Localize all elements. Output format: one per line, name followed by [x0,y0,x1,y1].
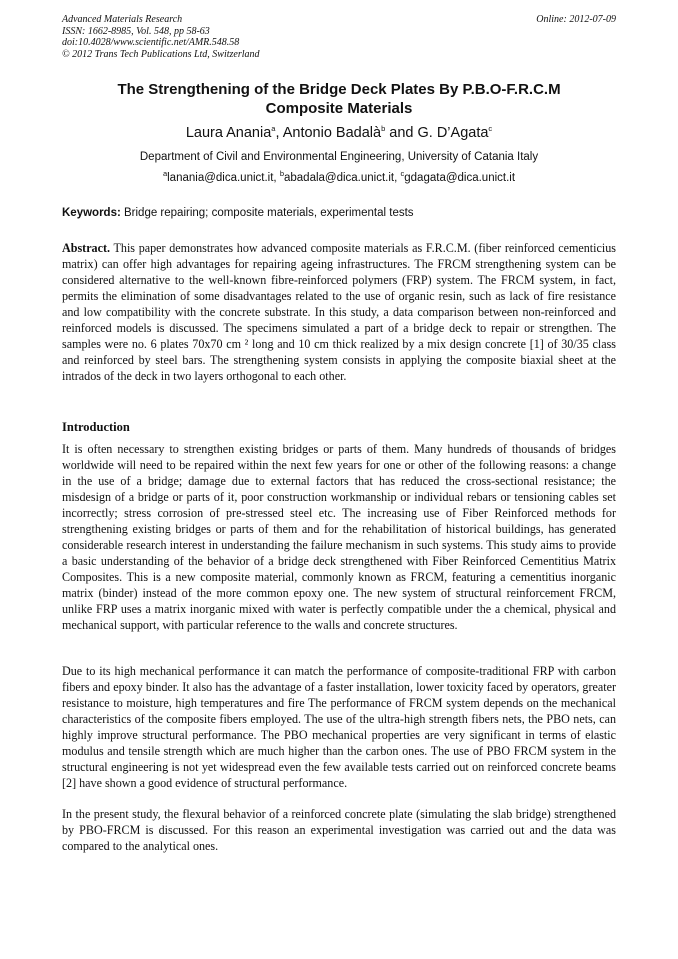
email-3-sup: c [400,169,405,179]
keywords [62,206,616,220]
email-list [62,171,616,185]
doi-line: doi:10.4028/www.scientific.net/AMR.548.58 [62,37,240,48]
paper-title [62,80,616,118]
author-3-sup: c [488,124,493,134]
author-list [62,124,616,142]
affiliation: Department of Civil and Environmental Engineering, University of Catania Italy [139,151,539,163]
author-1-sup: a [271,124,276,134]
intro-paragraph-2: Due to its high mechanical performance it can match the performance of composite-traditional FRP with carbon fibers and epoxy binder. It also has the advantage of a faster installation, lower toxicity faced by operators, greater resistance to moisture, high temperatures and fire The performance of FRCM system depends on the mechanical characteristics of the composite fibers employed. The use of the ultra-high strength fibers nets, the PBO nets, can highly improve structural performance. The PBO mechanical properties are very significant in terms of elastic modulus and tensile strength which are much higher than the carbon ones. The use of PBO FRCM system in the structural engineering is not yet widespread even the few available tests carried out on reinforced concrete beams [2] have shown a good evidence of structural performance. [62,664,616,790]
author-2: Antonio Badalà [282,125,382,141]
email-2-sup: b [279,169,284,179]
keywords-text: Bridge repairing; composite materials, experimental tests [120,207,414,219]
author-1: Laura Anania [185,125,272,141]
keywords-label: Keywords: [62,207,121,219]
online-date: Online: 2012-07-09 [536,14,616,25]
issn-line: ISSN: 1662-8985, Vol. 548, pp 58-63 [62,25,210,37]
author-separator: , [275,125,283,141]
email-1-sup: a [162,169,168,179]
abstract [62,240,616,384]
author-separator: and [385,125,418,141]
copyright-line: © 2012 Trans Tech Publications Ltd, Switzerland [62,48,260,60]
title-line-1: The Strengthening of the Bridge Deck Plates By P.B.O-F.R.C.M [117,81,561,98]
abstract-label: Abstract. [62,241,111,255]
intro-paragraph-1: It is often necessary to strengthen existing bridges or parts of them. Many hundreds of thousands of bridges worldwide will need to be repaired within the next few years for one or other of the following reasons: a change in the use of a bridge; damage due to external factors that has reduced the cross-sectional resistance; the misdesign of a bridge or parts of it, poor construction workmanship or individual rebars or tensioning cables set incorrectly; stress corrosion of pre-stressed steel etc. The increasing use of Fiber Reinforced methods for strengthening existing bridges or parts of them and for the rehabilitation of historical buildings, has generated considerable research interest in understanding the failure mechanism in such systems. This study aims to provide a basic understanding of the behavior of a bridge deck strengthened with Fiber Reinforced Cementitius Matrix Composites. This is a new composite material, commonly known as FRCM, featuring a cementitius inorganic matrix (binder) instead of the more common epoxy one. The new system of structural reinforcement FRCM, unlike FRP uses a matrix inorganic mixed with water is perfectly compatible under the a chemical, physical and mechanical support, with particular reference to the walls and concrete structures. [62,442,616,632]
email-2: abadala@dica.unict.it, [283,172,401,184]
title-line-2: Composite Materials [265,100,413,117]
author-3: G. D’Agata [417,125,489,141]
section-heading-introduction: Introduction [62,420,130,434]
author-2-sup: b [381,124,386,134]
intro-paragraph-3: In the present study, the flexural behavior of a reinforced concrete plate (simulating the slab bridge) strengthened by PBO-FRCM is discussed. For this reason an experimental investigation was carried out and the data was compared to the analytical ones. [62,807,616,853]
email-1: lanania@dica.unict.it, [167,172,280,184]
email-3: gdagata@dica.unict.it [404,172,516,184]
journal-name: Advanced Materials Research [62,14,183,25]
running-header [62,14,616,60]
abstract-text: This paper demonstrates how advanced composite materials as F.R.C.M. (fiber reinforced cementicius matrix) can offer high advantages for repairing ageing infrastructures. The FRCM strengthening system can be considered alternative to the well-known fibre-reinforced polymers (FRP) system. The FRCM system, in fact, permits the elimination of some disadvantages related to the use of organic resin, such as lack of fire resistance and low compatibility with the concrete substrate. In this study, a data comparison between non-reinforced and reinforced models is discussed. The specimens simulated a part of a bridge deck to repair or strengthen. The samples were no. 6 plates 70x70 cm ² long and 10 cm thick realized by a mix design concrete [1] of 30/35 class and reinforced by steel bars. The strengthening system consists in applying the composite biaxial sheet at the intrados of the deck in two layers orthogonal to each other. [62,241,616,383]
